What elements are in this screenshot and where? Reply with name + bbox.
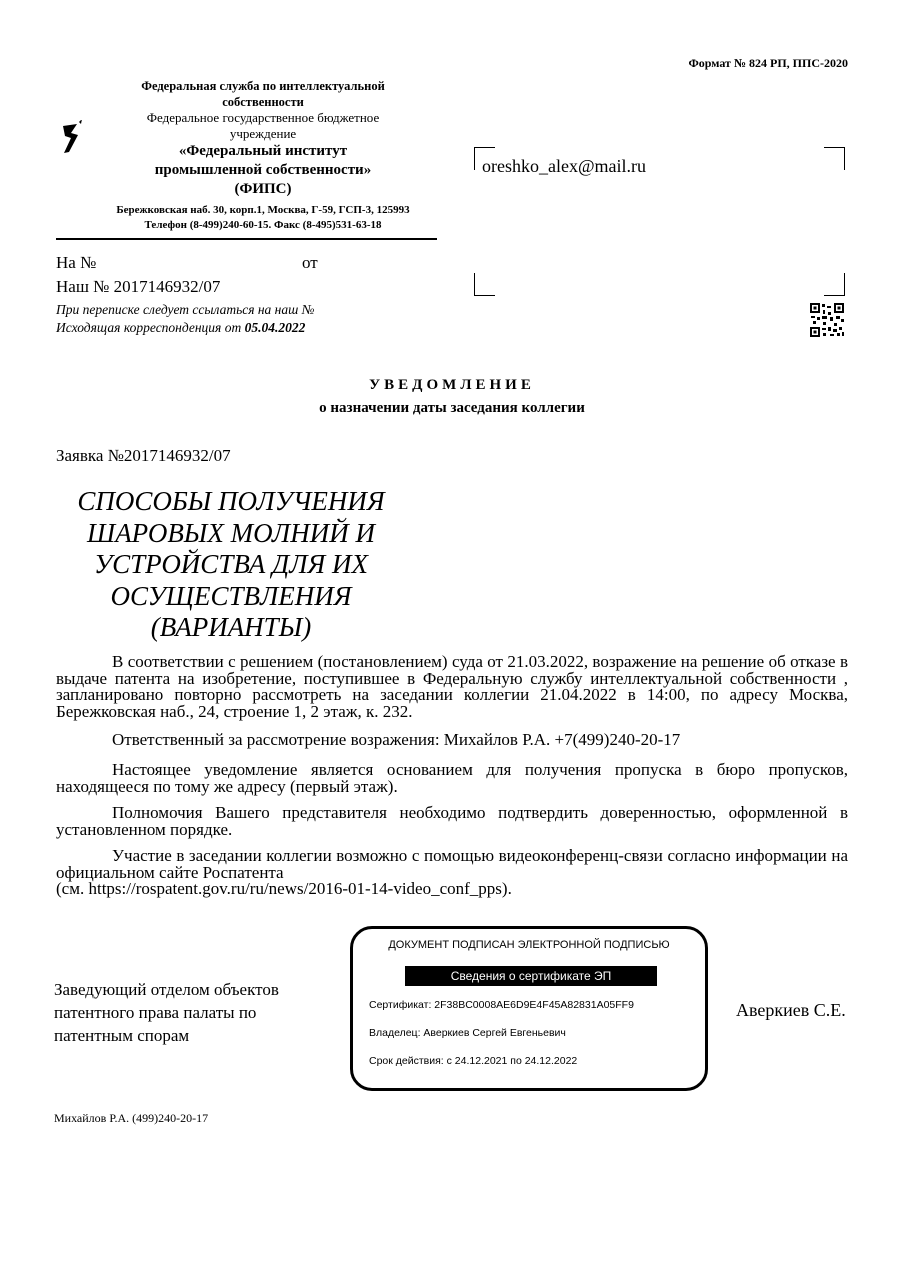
invention-title-line: ОСУЩЕСТВЛЕНИЯ <box>110 580 352 611</box>
outgoing-date-prefix: Исходящая корреспонденция от <box>56 320 245 335</box>
document-heading: УВЕДОМЛЕНИЕ <box>369 377 535 393</box>
address-frame-corner <box>824 147 845 170</box>
signer-name: Аверкиев С.Е. <box>736 1000 846 1020</box>
org-address: Бережковская наб. 30, корп.1, Москва, Г-59, ГСП-3, 125993 <box>116 204 410 216</box>
org-name-line: «Федеральный институт <box>178 143 348 159</box>
stamp-header: ДОКУМЕНТ ПОДПИСАН ЭЛЕКТРОННОЙ ПОДПИСЬЮ <box>388 939 670 951</box>
org-abbrev: (ФИПС) <box>234 181 292 197</box>
recipient-email: oreshko_alex@mail.ru <box>482 156 647 176</box>
form-format-label: Формат № 824 РП, ППС-2020 <box>688 56 848 70</box>
application-number: Заявка №2017146932/07 <box>56 446 231 465</box>
electronic-signature-stamp <box>350 926 708 1091</box>
correspondence-hint: При переписке следует ссылаться на наш № <box>56 302 315 317</box>
signer-position <box>54 978 354 1047</box>
outgoing-date: 05.04.2022 <box>244 320 306 335</box>
body-paragraph: В соответствии с решением (постановлением) суда от 21.03.2022, возражение на решение об отказе в выдаче патента на изобретение, поступившее в Федеральную службу интеллектуальной собственности , запланировано повторно рассмотреть на заседании коллегии 21.04.2022 в 14:00, по адресу Москва, Бережковская наб., 24, строение 1, 2 этаж, к. 232. <box>56 652 848 721</box>
body-paragraph: Настоящее уведомление является основанием для получения пропуска в бюро пропусков, находящееся по тому же адресу (первый этаж). <box>56 760 848 796</box>
incoming-number-label: На № <box>56 253 97 272</box>
qr-code-icon <box>809 302 845 338</box>
signer-position-line: патентного права палаты по <box>54 1003 257 1022</box>
org-line: собственности <box>222 95 304 109</box>
org-phone: Телефон (8-499)240-60-15. Факс (8-495)531-63-18 <box>144 219 382 231</box>
stamp-certificate: Сертификат: 2F38BC0008AE6D9E4F45A82831A05FF9 <box>369 999 634 1011</box>
invention-title-line: СПОСОБЫ ПОЛУЧЕНИЯ <box>77 486 385 516</box>
address-frame-corner <box>824 273 845 296</box>
invention-title-line: ШАРОВЫХ МОЛНИЙ И <box>87 517 375 548</box>
org-line: учреждение <box>229 126 297 141</box>
executor-contact: Михайлов Р.А. (499)240-20-17 <box>54 1111 209 1125</box>
org-name-line: промышленной собственности» <box>154 162 372 178</box>
stamp-certificate-bar: Сведения о сертификате ЭП <box>405 966 657 986</box>
org-line: Федеральная служба по интеллектуальной <box>141 79 385 93</box>
signer-position-line: патентным спорам <box>54 1026 190 1045</box>
body-paragraph: Полномочия Вашего представителя необходимо подтвердить доверенностью, оформленной в установленном порядке. <box>56 803 848 839</box>
outgoing-date-line <box>56 320 305 336</box>
header-divider <box>56 238 437 240</box>
invention-title-line: УСТРОЙСТВА ДЛЯ ИХ <box>93 549 368 579</box>
incoming-date-label: от <box>302 253 318 272</box>
stamp-validity: Срок действия: с 24.12.2021 по 24.12.2022 <box>369 1055 578 1067</box>
body-paragraph: (см. https://rospatent.gov.ru/ru/news/2016-01-14-video_conf_pps). <box>56 879 512 898</box>
address-frame-corner <box>474 273 495 296</box>
body-paragraph: Участие в заседании коллегии возможно с помощью видеоконференц-связи согласно информации на официальном сайте Роспатента <box>56 846 848 882</box>
document-subheading: о назначении даты заседания коллегии <box>319 400 585 416</box>
stamp-owner: Владелец: Аверкиев Сергей Евгеньевич <box>369 1027 566 1039</box>
invention-title-line: (ВАРИАНТЫ) <box>150 612 312 642</box>
outgoing-number: Наш № 2017146932/07 <box>56 277 221 296</box>
body-paragraph: Ответственный за рассмотрение возражения: Михайлов Р.А. +7(499)240-20-17 <box>112 730 681 749</box>
signer-position-line: Заведующий отделом объектов <box>54 980 279 999</box>
org-line: Федеральное государственное бюджетное <box>146 110 380 125</box>
organization-header <box>60 78 466 233</box>
invention-title <box>56 486 406 644</box>
